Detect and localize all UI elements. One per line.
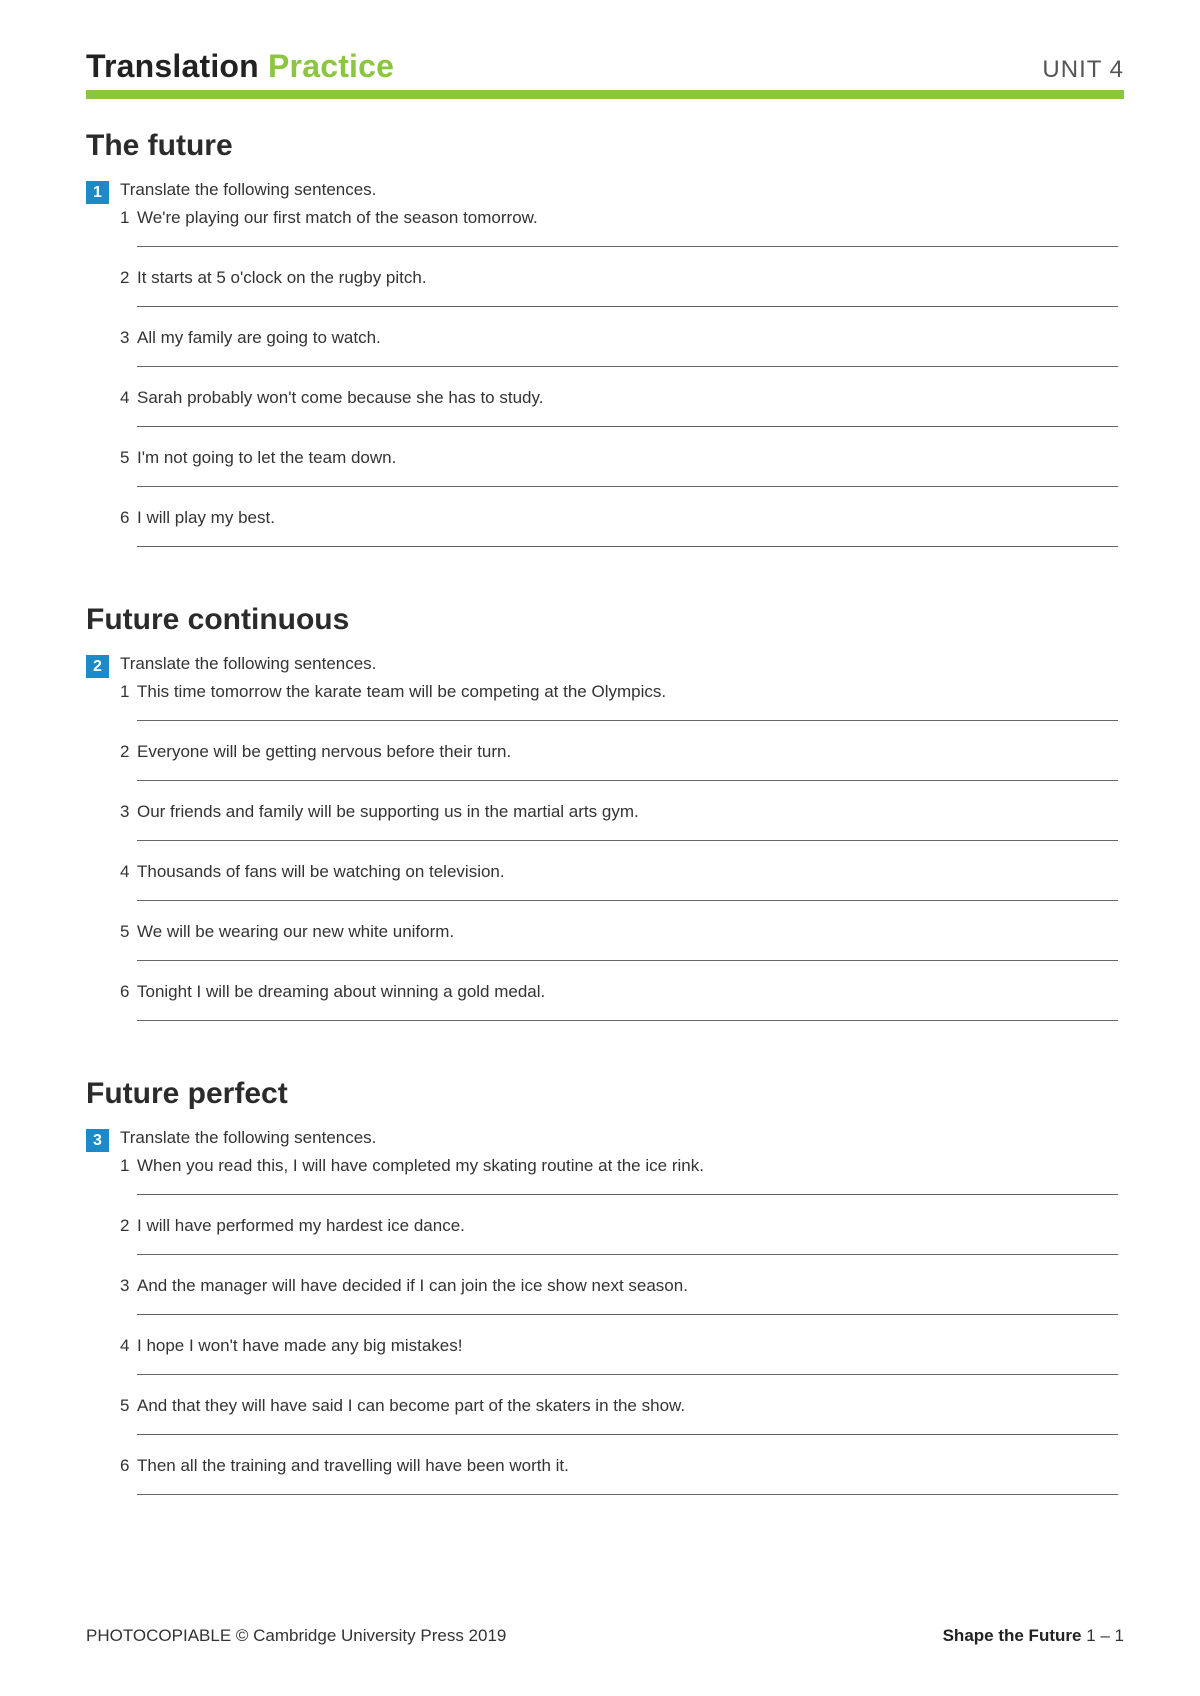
exercise-instruction <box>86 178 1124 208</box>
item-sentence: Thousands of fans will be watching on television. <box>137 862 505 881</box>
answer-line[interactable] <box>137 1314 1118 1315</box>
exercise-number-badge: 1 <box>86 181 109 204</box>
sentence-item <box>86 1276 1124 1336</box>
item-sentence: I hope I won't have made any big mistakes! <box>137 1336 463 1355</box>
item-sentence: Sarah probably won't come because she has to study. <box>137 388 544 407</box>
answer-line[interactable] <box>137 1254 1118 1255</box>
item-sentence: And the manager will have decided if I can join the ice show next season. <box>137 1276 688 1295</box>
answer-line[interactable] <box>137 306 1118 307</box>
sentence-item <box>86 448 1124 508</box>
item-sentence: All my family are going to watch. <box>137 328 381 347</box>
instruction-text: Translate the following sentences. <box>120 180 377 199</box>
answer-line[interactable] <box>137 780 1118 781</box>
answer-line[interactable] <box>137 1194 1118 1195</box>
book-title: Shape the Future <box>942 1626 1082 1645</box>
exercise-instruction <box>86 652 1124 682</box>
item-sentence: Then all the training and travelling will have been worth it. <box>137 1456 569 1475</box>
sentence-item <box>86 508 1124 568</box>
sentence-item <box>86 388 1124 448</box>
item-sentence: When you read this, I will have completed my skating routine at the ice rink. <box>137 1156 704 1175</box>
sentence-item <box>86 862 1124 922</box>
sentence-item <box>86 742 1124 802</box>
answer-line[interactable] <box>137 486 1118 487</box>
answer-line[interactable] <box>137 366 1118 367</box>
exercise-number-badge: 3 <box>86 1129 109 1152</box>
header-divider <box>86 90 1124 99</box>
page-title <box>86 48 394 85</box>
item-sentence: Tonight I will be dreaming about winning a gold medal. <box>137 982 546 1001</box>
item-number: 6 <box>120 508 130 527</box>
exercise-instruction <box>86 1126 1124 1156</box>
item-number: 4 <box>120 1336 130 1355</box>
title-translation: Translation <box>86 48 259 84</box>
answer-line[interactable] <box>137 426 1118 427</box>
item-number: 4 <box>120 388 130 407</box>
answer-line[interactable] <box>137 1020 1118 1021</box>
item-sentence: We will be wearing our new white uniform. <box>137 922 455 941</box>
item-sentence: I will play my best. <box>137 508 275 527</box>
item-number: 6 <box>120 1456 130 1475</box>
item-sentence: I'm not going to let the team down. <box>137 448 397 467</box>
item-number: 1 <box>120 682 130 701</box>
sentence-item <box>86 682 1124 742</box>
sentence-item <box>86 922 1124 982</box>
answer-line[interactable] <box>137 1434 1118 1435</box>
answer-line[interactable] <box>137 1374 1118 1375</box>
sentence-item <box>86 802 1124 862</box>
item-sentence: Everyone will be getting nervous before their turn. <box>137 742 512 761</box>
answer-line[interactable] <box>137 720 1118 721</box>
item-number: 3 <box>120 328 130 347</box>
item-number: 2 <box>120 1216 130 1235</box>
item-number: 5 <box>120 922 130 941</box>
item-number: 6 <box>120 982 130 1001</box>
sentence-item <box>86 982 1124 1042</box>
answer-line[interactable] <box>137 900 1118 901</box>
section-the-future <box>86 126 1124 568</box>
item-sentence: Our friends and family will be supporting us in the martial arts gym. <box>137 802 639 821</box>
item-sentence: We're playing our first match of the season tomorrow. <box>137 208 538 227</box>
item-sentence: This time tomorrow the karate team will be competing at the Olympics. <box>137 682 667 701</box>
page-reference <box>943 1626 1124 1646</box>
section-future-continuous <box>86 600 1124 1042</box>
section-future-perfect <box>86 1074 1124 1516</box>
section-title: The future <box>86 129 233 162</box>
instruction-text: Translate the following sentences. <box>120 654 377 673</box>
unit-label: UNIT 4 <box>1042 56 1124 83</box>
item-number: 2 <box>120 742 130 761</box>
answer-line[interactable] <box>137 840 1118 841</box>
item-sentence: And that they will have said I can become part of the skaters in the show. <box>137 1396 686 1415</box>
answer-line[interactable] <box>137 1494 1118 1495</box>
item-number: 1 <box>120 208 130 227</box>
sentence-item <box>86 1456 1124 1516</box>
answer-line[interactable] <box>137 960 1118 961</box>
item-number: 5 <box>120 448 130 467</box>
sentence-item <box>86 1216 1124 1276</box>
item-number: 3 <box>120 802 130 821</box>
answer-line[interactable] <box>137 546 1118 547</box>
item-number: 4 <box>120 862 130 881</box>
sentence-item <box>86 1156 1124 1216</box>
sentence-item <box>86 328 1124 388</box>
item-sentence: It starts at 5 o'clock on the rugby pitch. <box>137 268 427 287</box>
instruction-text: Translate the following sentences. <box>120 1128 377 1147</box>
item-number: 2 <box>120 268 130 287</box>
section-title: Future perfect <box>86 1077 288 1110</box>
page-number: 1 – 1 <box>1086 1626 1124 1645</box>
item-number: 5 <box>120 1396 130 1415</box>
sentence-item <box>86 1396 1124 1456</box>
sentence-item <box>86 268 1124 328</box>
item-sentence: I will have performed my hardest ice dance. <box>137 1216 465 1235</box>
section-title: Future continuous <box>86 603 350 636</box>
title-practice: Practice <box>268 48 395 84</box>
sentence-item <box>86 1336 1124 1396</box>
sentence-item <box>86 208 1124 268</box>
answer-line[interactable] <box>137 246 1118 247</box>
item-number: 1 <box>120 1156 130 1175</box>
exercise-number-badge: 2 <box>86 655 109 678</box>
item-number: 3 <box>120 1276 130 1295</box>
copyright-notice: PHOTOCOPIABLE © Cambridge University Press 2019 <box>86 1626 507 1645</box>
